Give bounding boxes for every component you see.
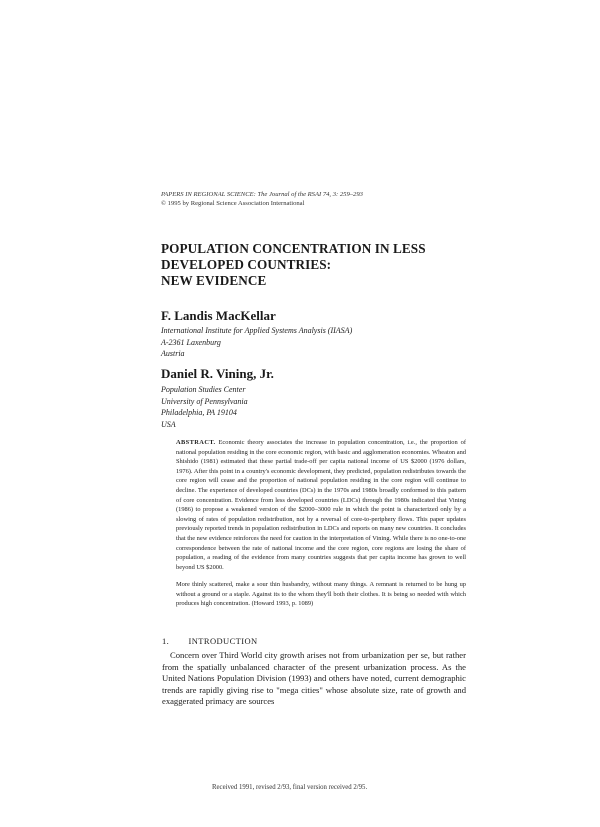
affiliation-line: International Institute for Applied Systems Analysis (IIASA) xyxy=(161,326,353,335)
journal-citation: PAPERS IN REGIONAL SCIENCE: The Journal of the RSAI 74, 3: 259–293 xyxy=(161,191,363,198)
abstract xyxy=(176,438,466,572)
journal-header xyxy=(161,190,461,208)
author-affiliation-2 xyxy=(161,384,421,430)
introduction-body xyxy=(162,650,466,708)
intro-paragraph: Concern over Third World city growth arises not from urbanization per se, but rather from the spatially unbalanced character of the present urbanization process. As the United Nations Population Division (1993) and others have noted, current demographic trends are rapidly giving rise to "mega cities" whose absolute size, rate of growth and exaggerated primacy are sources xyxy=(162,650,466,707)
affiliation-line: Austria xyxy=(161,349,185,358)
title-line-2: DEVELOPED COUNTRIES: xyxy=(161,257,332,272)
abstract-text: Economic theory associates the increase in population concentration, i.e., the proportion of national population residing in the core economic region, with basic and agglomeration economies. Wheaton and Shishido (1981) estimated that these partial trade-off per capita national income of US $2000 (1976 dollars, 1976). After this point in a country's economic development, they predicted, population redistributes towards the core region will cease and the proportion of national population residing in the core region will continue to decline. The experience of developed countries (DCs) in the 1970s and 1980s broadly conformed to this pattern of core concentration. Evidence from less developed countries (LDCs) through the 1980s indicated that Vining (1986) to propose a weakened version of the $2000–3000 rule in which the point is characterized only by a slowing of rates of population redistribution, not by a reversal of core-to-periphery flows. This paper updates previously reported trends in population redistribution in LDCs and reports on many new countries. It concludes that the new evidence reinforces the need for caution in the interpretation of Vining. While there is no one-to-one correspondence between the rate of national income and the core region, core regions are losing the share of population, a reading of the evidence from many countries suggests that per capita income has grown to well beyond US $2000. xyxy=(176,439,466,571)
title-line-3: NEW EVIDENCE xyxy=(161,273,267,288)
paper-title xyxy=(161,241,461,289)
affiliation-line: University of Pennsylvania xyxy=(161,396,248,406)
received-note: Received 1991, revised 2/93, final version received 2/95. xyxy=(212,784,368,791)
copyright-line: © 1995 by Regional Science Association International xyxy=(161,200,305,207)
title-line-1: POPULATION CONCENTRATION IN LESS xyxy=(161,241,426,256)
author-affiliation-1 xyxy=(161,325,421,360)
affiliation-line: A-2361 Laxenburg xyxy=(161,337,221,347)
affiliation-line: USA xyxy=(161,419,176,429)
author-name-1: F. Landis MacKellar xyxy=(161,308,276,323)
author-name-2: Daniel R. Vining, Jr. xyxy=(161,366,274,381)
affiliation-line: Population Studies Center xyxy=(161,385,246,394)
section-heading xyxy=(162,636,258,647)
section-number: 1. xyxy=(162,636,170,646)
affiliation-line: Philadelphia, PA 19104 xyxy=(161,408,237,417)
section-title: INTRODUCTION xyxy=(188,636,258,646)
abstract-label: ABSTRACT. xyxy=(176,439,216,446)
epigraph-quote: More thinly scattered, make a sour thin husbandry, without many things. A remnant is returned to be hung up without a ground or a staple. Against its to the whom they'll both their clothes. It is being so needed with which produces high concentration. (Howard 1993, p. 1089) xyxy=(176,581,466,608)
